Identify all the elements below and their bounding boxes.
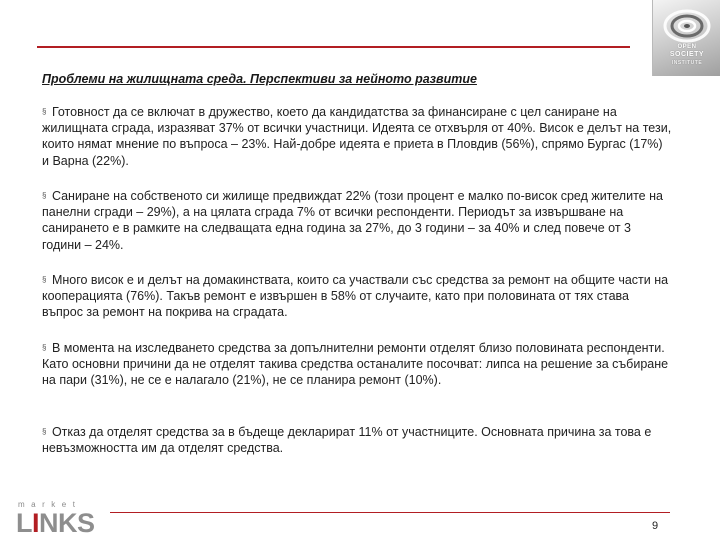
paragraph-1 <box>42 104 672 169</box>
paragraph-5 <box>42 424 672 456</box>
logo-text-open: OPEN <box>677 44 697 50</box>
logo-text-institute: INSTITUTE <box>671 60 703 66</box>
bullet-icon: § <box>42 107 47 116</box>
market-links-logo <box>16 500 108 540</box>
paragraph-text: Отказ да отделят средства за в бъдеще декларират 11% от участниците. Основната причина за това е невъзможността им да отделят средства. <box>42 425 652 456</box>
page-number: 9 <box>652 520 659 532</box>
paragraph-text: Готовност да се включат в дружество, което да кандидатства за финансиране с цел саниране на жилищната сграда, изразяват 37% от всички участници. Идеята се отхвърля от 40%. Висок е делът на тези, които нямат мнение по въпроса – 23%. Най-добре идеята е приета в Пловдив (56%), спрямо Бургас (17%) и Варна (22%). <box>42 105 672 168</box>
spiral-logo-icon <box>661 6 713 46</box>
brand-letters-nks: NKS <box>39 508 95 538</box>
brand-tagline: market <box>18 500 82 509</box>
paragraph-text: Много висок е и делът на домакинствата, които са участвали със средства за ремонт на общите части на кооперацията (76%). Такъв ремонт е извършен в 58% от случаите, като при половината от тях става въпрос за ремонт на покрива на сградата. <box>42 273 669 320</box>
logo-text-society: SOCIETY <box>669 51 705 58</box>
paragraph-3 <box>42 272 672 321</box>
open-society-logo <box>652 0 720 76</box>
page-title: Проблеми на жилищната среда. Перспективи за нейното развитие <box>42 72 477 86</box>
brand-wordmark <box>16 508 95 539</box>
bullet-icon: § <box>42 191 47 200</box>
paragraph-2 <box>42 188 672 253</box>
paragraph-text: Саниране на собственото си жилище предвиждат 22% (този процент е малко по-висок сред жителите на панелни сгради – 29%), а на цялата сграда 7% от всички респонденти. Периодът за извършване на санирането е в рамките на следващата една година за 27%, до 3 години – за 40% и след повече от 3 години – 24%. <box>42 189 663 252</box>
brand-letter-i: I <box>32 508 40 538</box>
bullet-icon: § <box>42 427 47 436</box>
paragraph-text: В момента на изследването средства за допълнителни ремонти отделят близо половината респонденти. Като основни причини да не отделят такива средства останалите посочват: липса на решение за събиране на пари (31%), не се е налагало (21%), не се планира ремонт (10%). <box>42 341 669 388</box>
top-divider <box>37 46 630 48</box>
bullet-icon: § <box>42 275 47 284</box>
bullet-icon: § <box>42 343 47 352</box>
paragraph-4 <box>42 340 672 389</box>
bottom-divider <box>110 512 670 513</box>
brand-letter-l: L <box>16 508 32 538</box>
